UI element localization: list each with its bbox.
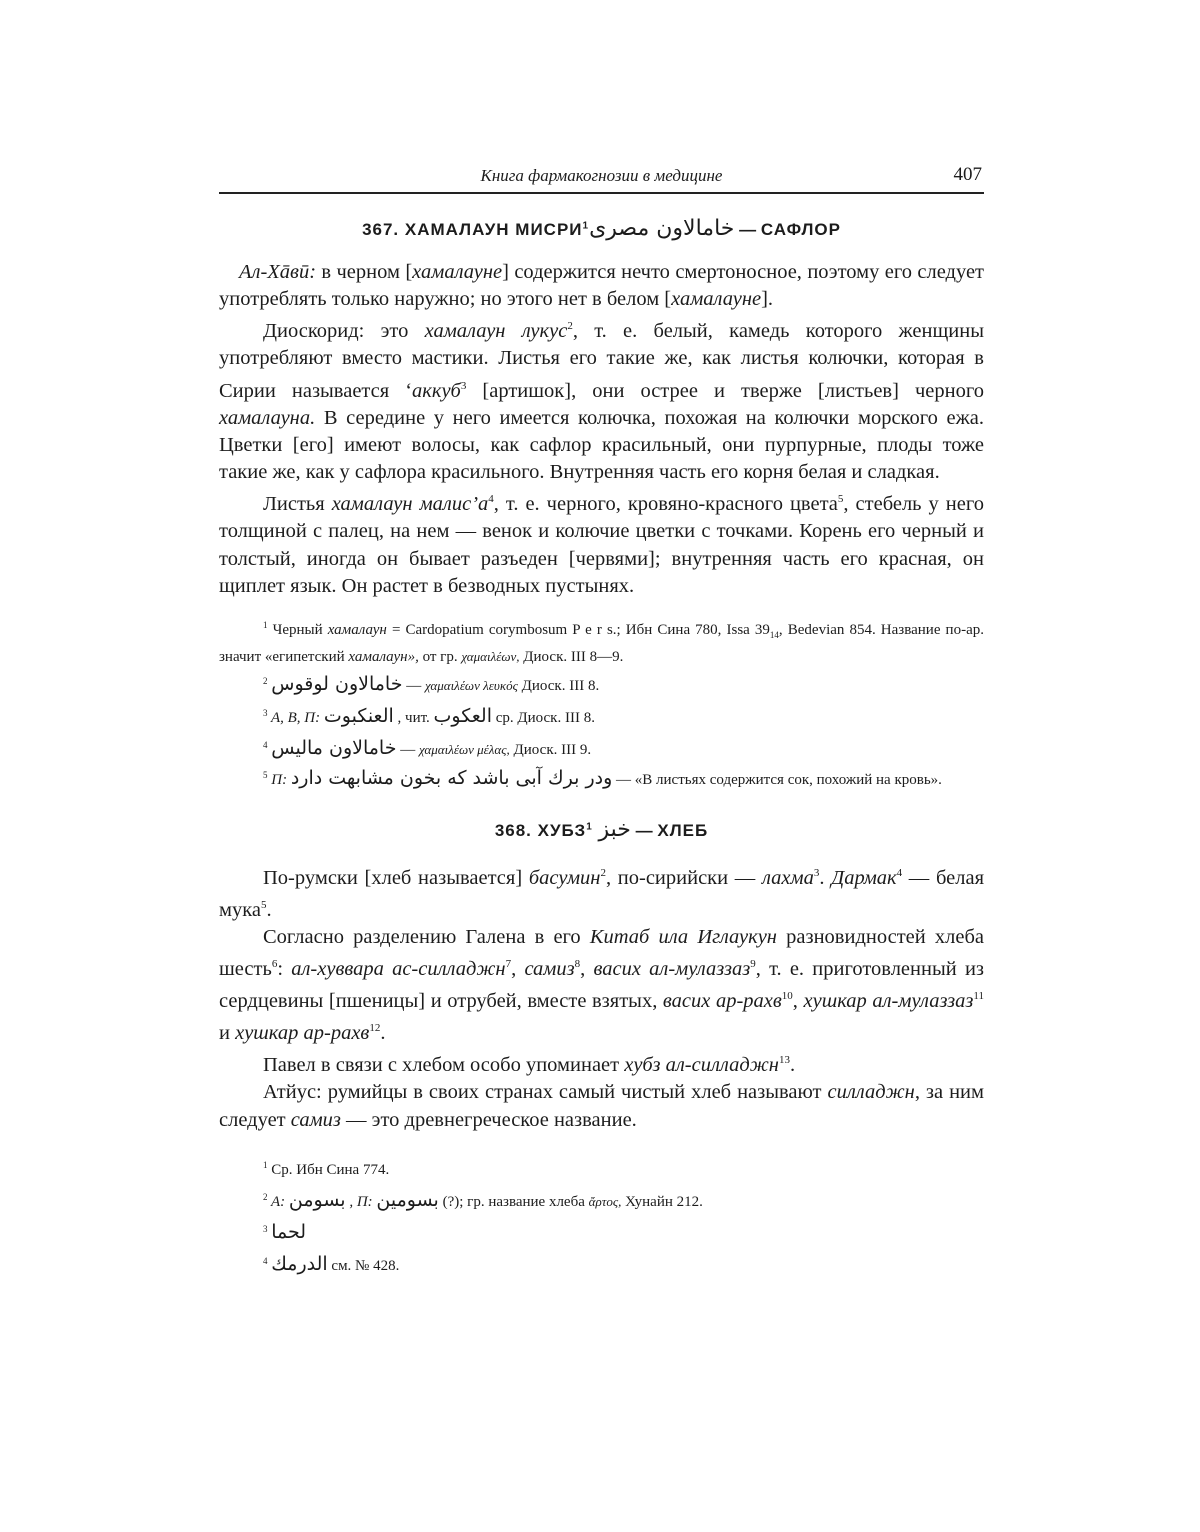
- footnote: [219, 1216, 984, 1248]
- footnote-ref: 6: [271, 958, 278, 971]
- footnote-ref: 4: [488, 493, 494, 506]
- arabic-term: العكوب: [433, 704, 492, 727]
- text: Согласно разделению Галена в его: [263, 925, 590, 948]
- text: П:: [267, 771, 291, 788]
- text: —: [402, 677, 425, 694]
- footnote-ref: 10: [781, 990, 793, 1003]
- greek-term: χαμαιλέων λευκός: [424, 677, 518, 693]
- footnote-number: 3: [263, 707, 268, 718]
- footnote-ref: 12: [369, 1022, 381, 1035]
- text: Диоск. III 9.: [509, 741, 592, 758]
- text: см. № 428.: [327, 1257, 400, 1274]
- term: хамалаун»,: [348, 648, 419, 665]
- entry-translit: ХАМАЛАУН МИСРИ: [404, 220, 583, 239]
- text: .: [380, 1022, 386, 1045]
- footnote-ref: 11: [973, 990, 985, 1003]
- paragraph: [219, 1047, 984, 1079]
- entry-translit: ХУБЗ: [537, 820, 587, 840]
- subscript: 14: [769, 629, 779, 640]
- text: [артишок], они острее и тверже [листьев] черного: [466, 379, 985, 402]
- footnote-ref: 3: [813, 866, 820, 879]
- footnote-ref: 7: [505, 958, 512, 971]
- entry-arabic: خبز: [598, 816, 631, 842]
- entry-368-heading: [219, 817, 984, 842]
- text: A:: [267, 1193, 289, 1210]
- page: [219, 160, 984, 1280]
- entry-367-footnotes: [219, 614, 984, 791]
- footnote-ref: 4: [896, 866, 903, 879]
- footnote: [219, 700, 984, 732]
- arabic-term: العنكبوت: [323, 704, 394, 727]
- text: (?); гр. название хлеба: [438, 1193, 589, 1210]
- footnote: [219, 668, 984, 700]
- text: —: [396, 741, 419, 758]
- text: ,: [580, 958, 594, 981]
- footnote: [219, 614, 984, 668]
- paragraph: [219, 860, 984, 924]
- book-title: Китаб ила Иглаукун: [589, 925, 777, 948]
- text: В середине у него имеется колючка, похожая на колючки морского ежа. Цветки [его] имеют волосы, как сафлор красильный, они пурпурные, плоды тоже такие же, как у сафлора красильного. Внутренняя часть его корня белая и сладкая.: [219, 406, 984, 484]
- footnote-ref: 9: [750, 958, 756, 971]
- entry-translation: САФЛОР: [760, 220, 841, 239]
- entry-arabic: خامالاون مصرى: [589, 216, 735, 241]
- text: Хунайн 212.: [621, 1193, 703, 1210]
- entry-367-heading: [219, 216, 984, 241]
- term: хамалауне: [671, 288, 762, 311]
- term: васих ар-рахв: [662, 990, 782, 1013]
- entry-368-body: [219, 860, 984, 1134]
- text: — белая мука: [219, 866, 985, 921]
- term: самиз: [290, 1108, 341, 1131]
- running-title: Книга фармакогнозии в медицине: [480, 166, 723, 185]
- persian-quote: ودر برك آبى باشد كه بخون مشابهت دارد: [290, 766, 613, 789]
- text: A, B, П:: [267, 709, 324, 726]
- footnote: [219, 1184, 984, 1216]
- running-header: [219, 160, 984, 194]
- source-name: Ал-Хāвӣ:: [239, 261, 317, 283]
- entry-translation: ХЛЕБ: [657, 820, 709, 840]
- footnote-number: 1: [263, 619, 268, 630]
- text: , по-сирийски —: [605, 866, 762, 889]
- footnote-number: 2: [263, 1191, 268, 1202]
- paragraph: [219, 924, 984, 1047]
- text: , Bedevian 854. Название по-ар. значит «египетский: [219, 621, 984, 665]
- term: васих ал-мулаззаз: [593, 958, 751, 981]
- footnote-ref: 5: [837, 493, 844, 506]
- text: Диоск. III 8.: [517, 677, 600, 694]
- footnote-ref: 3: [460, 379, 467, 392]
- text: , П:: [345, 1193, 377, 1210]
- footnote-ref: 5: [260, 898, 267, 911]
- text: ср. Диоск. III 8.: [491, 709, 595, 726]
- entry-367-body: [219, 259, 984, 600]
- text: = Cardopatium corymbosum P e r s.; Ибн Сина 780, Issa 39: [386, 621, 770, 638]
- entry-dash: —: [635, 820, 653, 840]
- term: хамалаун лукус: [424, 320, 568, 343]
- paragraph: [219, 486, 984, 600]
- text: — это древнегреческое название.: [340, 1108, 637, 1131]
- text: ] содержится нечто смертоносное, поэтому его следует употреблять только наружно; но этого нет в белом [: [219, 261, 984, 311]
- paragraph: [219, 313, 984, 486]
- footnote-ref: 8: [574, 958, 581, 971]
- footnote: [219, 732, 984, 764]
- footnote: [219, 764, 984, 791]
- paragraph: [219, 1079, 984, 1133]
- term: хушкар ар-рахв: [235, 1022, 370, 1045]
- arabic-term: الدرمك: [271, 1252, 328, 1275]
- text: Атйус: румийцы в своих странах самый чистый хлеб называют: [263, 1081, 828, 1104]
- text: , т. е. приготовленный из сердцевины [пшеницы] и отрубей, вместе взятых,: [219, 958, 985, 1013]
- text: , за ним следует: [219, 1081, 984, 1131]
- entry-number: 368.: [494, 820, 532, 840]
- text: ,: [511, 958, 525, 981]
- text: Листья: [263, 493, 332, 516]
- term: лахма: [761, 866, 814, 889]
- term: хамалауне: [412, 261, 503, 283]
- text: и: [219, 1022, 236, 1045]
- text: , стебель у него толщиной с палец, на нем — венок и колючие цветки с точками. Корень его черный и толстый, иногда он бывает разъеден [червями]; внутренняя часть его красная, он щиплет язык. Он растет в безводных пустынях.: [219, 493, 985, 597]
- text: — «В листьях содержится сок, похожий на кровь».: [612, 771, 942, 788]
- arabic-term: خامالاون لوقوس: [271, 672, 403, 695]
- term: хамалаун малис’а: [331, 493, 489, 516]
- term: силладжн: [827, 1081, 915, 1104]
- text: :: [277, 958, 292, 981]
- footnote-number: 1: [263, 1159, 268, 1170]
- entry-number: 367.: [362, 220, 400, 239]
- text: .: [266, 898, 272, 921]
- term: Дармак: [831, 866, 897, 889]
- footnote: [219, 1248, 984, 1280]
- arabic-term: لحما: [271, 1220, 307, 1243]
- footnote-ref: 2: [600, 866, 606, 879]
- footnote-ref: 1: [586, 821, 593, 833]
- footnote-number: 5: [263, 769, 268, 780]
- footnote-number: 4: [263, 1255, 268, 1266]
- text: Диоск. III 8—9.: [519, 648, 624, 665]
- page-number: 407: [953, 164, 982, 185]
- footnote-number: 2: [263, 675, 268, 686]
- entry-368-footnotes: [219, 1152, 984, 1280]
- term: хубз ал-силладжн: [624, 1054, 779, 1077]
- term: аккуб: [412, 379, 461, 402]
- text: , т. е. черного, кровяно-красного цвета: [493, 493, 838, 516]
- text: , т. е. белый, камедь которого женщины употребляют вместо мастики. Листья его такие же, как листья колючки, которая в Сирии называется ‘: [219, 320, 984, 402]
- text: ].: [761, 288, 774, 311]
- greek-term: χαμαιλέων μέλας,: [418, 741, 510, 757]
- greek-term: ἄρτος,: [588, 1193, 622, 1209]
- text: ,: [792, 990, 804, 1013]
- term: самиз: [524, 958, 575, 981]
- term: хамалаун: [327, 621, 387, 638]
- text: Диоскорид: это: [263, 320, 425, 343]
- arabic-term: بسومين: [376, 1188, 439, 1211]
- text: , чит.: [393, 709, 434, 726]
- term: хамалауна.: [219, 406, 316, 429]
- arabic-term: خامالاون ماليس: [271, 736, 397, 759]
- text: Черный: [267, 621, 328, 638]
- text: в черном [: [316, 261, 413, 283]
- term: басумин: [528, 866, 601, 889]
- text: .: [819, 866, 832, 889]
- footnote-number: 3: [263, 1223, 268, 1234]
- text: Павел в связи с хлебом особо упоминает: [263, 1054, 625, 1077]
- footnote-ref: 1: [582, 220, 590, 232]
- footnote-ref: 13: [778, 1054, 790, 1067]
- arabic-term: بسومن: [288, 1188, 346, 1211]
- term: хушкар ал-мулаззаз: [803, 990, 974, 1013]
- footnote-number: 4: [263, 739, 268, 750]
- text: от гр.: [418, 648, 462, 665]
- greek-term: χαμαιλέων,: [461, 648, 520, 664]
- text: По-румски [хлеб называется]: [263, 866, 529, 889]
- footnote: [219, 1152, 984, 1184]
- footnote-ref: 2: [567, 320, 573, 333]
- text: .: [789, 1054, 796, 1077]
- paragraph: [219, 259, 984, 313]
- text: разновидностей хлеба шесть: [219, 925, 985, 981]
- text: Ср. Ибн Сина 774.: [267, 1161, 390, 1178]
- entry-dash: —: [739, 220, 757, 239]
- term: ал-хуввара ас-силладжн: [291, 958, 506, 981]
